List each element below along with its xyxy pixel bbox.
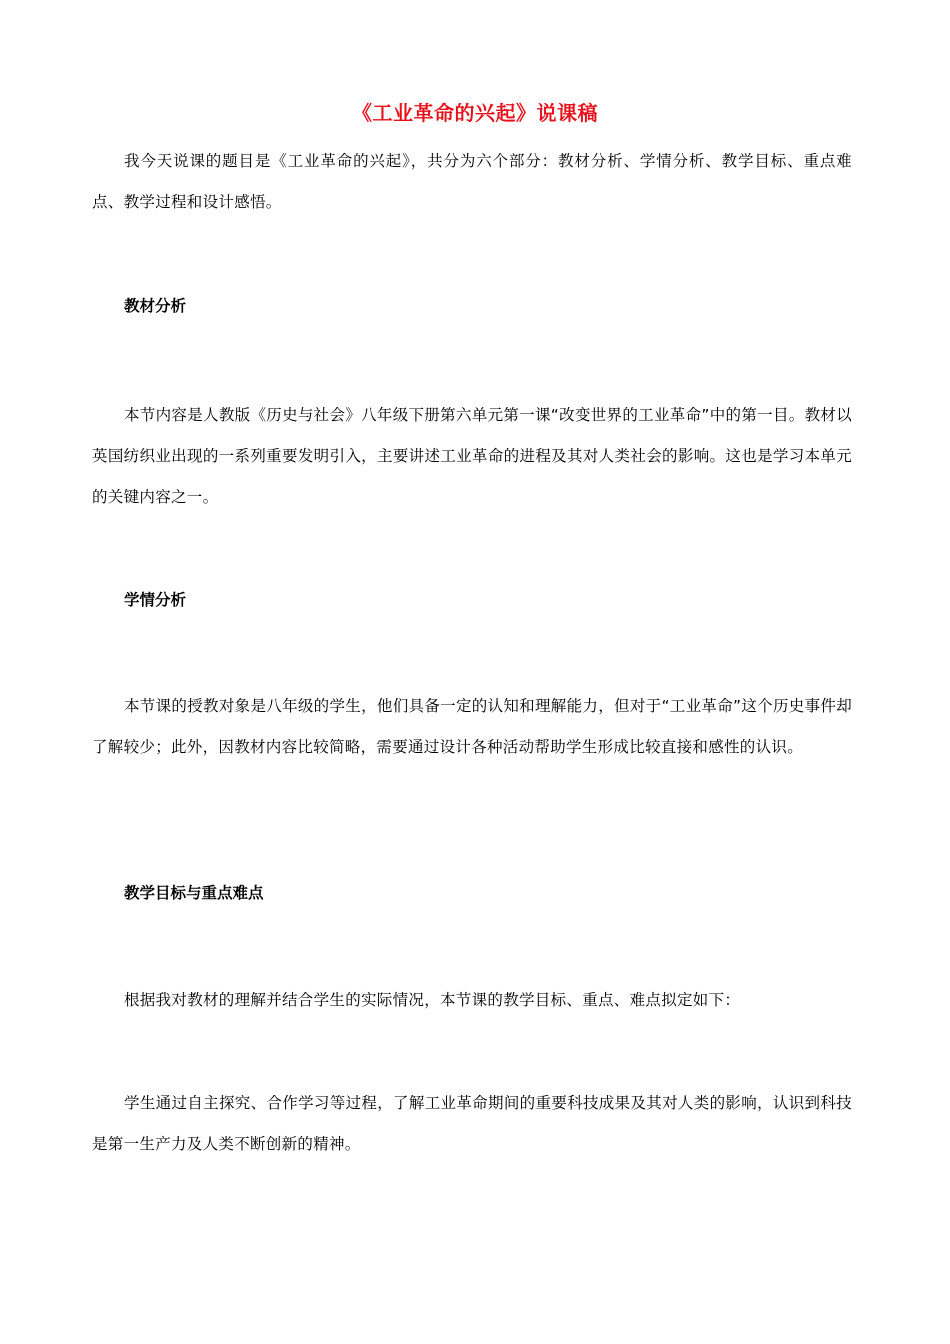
teaching-goals-detail-paragraph: 学生通过自主探究、合作学习等过程，了解工业革命期间的重要科技成果及其对人类的影响，认识到科技是第一生产力及人类不断创新的精神。	[92, 1094, 852, 1153]
section-heading-student-analysis: 学情分析	[124, 591, 187, 609]
student-analysis-paragraph: 本节课的授教对象是八年级的学生，他们具备一定的认知和理解能力，但对于“工业革命”这个历史事件却了解较少；此外，因教材内容比较简略，需要通过设计各种活动帮助学生形成比较直接和感性的认识。	[92, 697, 852, 756]
section-heading-teaching-goals: 教学目标与重点难点	[124, 884, 264, 902]
material-analysis-paragraph: 本节内容是人教版《历史与社会》八年级下册第六单元第一课“改变世界的工业革命”中的第一目。教材以英国纺织业出现的一系列重要发明引入，主要讲述工业革命的进程及其对人类社会的影响。这也是学习本单元的关键内容之一。	[92, 406, 852, 506]
section-heading-material-analysis: 教材分析	[124, 297, 187, 315]
teaching-goals-intro-paragraph: 根据我对教材的理解并结合学生的实际情况，本节课的教学目标、重点、难点拟定如下：	[124, 991, 741, 1009]
intro-paragraph: 我今天说课的题目是《工业革命的兴起》，共分为六个部分：教材分析、学情分析、教学目标、重点难点、教学过程和设计感悟。	[92, 152, 852, 211]
page-title: 《工业革命的兴起》说课稿	[352, 101, 598, 125]
